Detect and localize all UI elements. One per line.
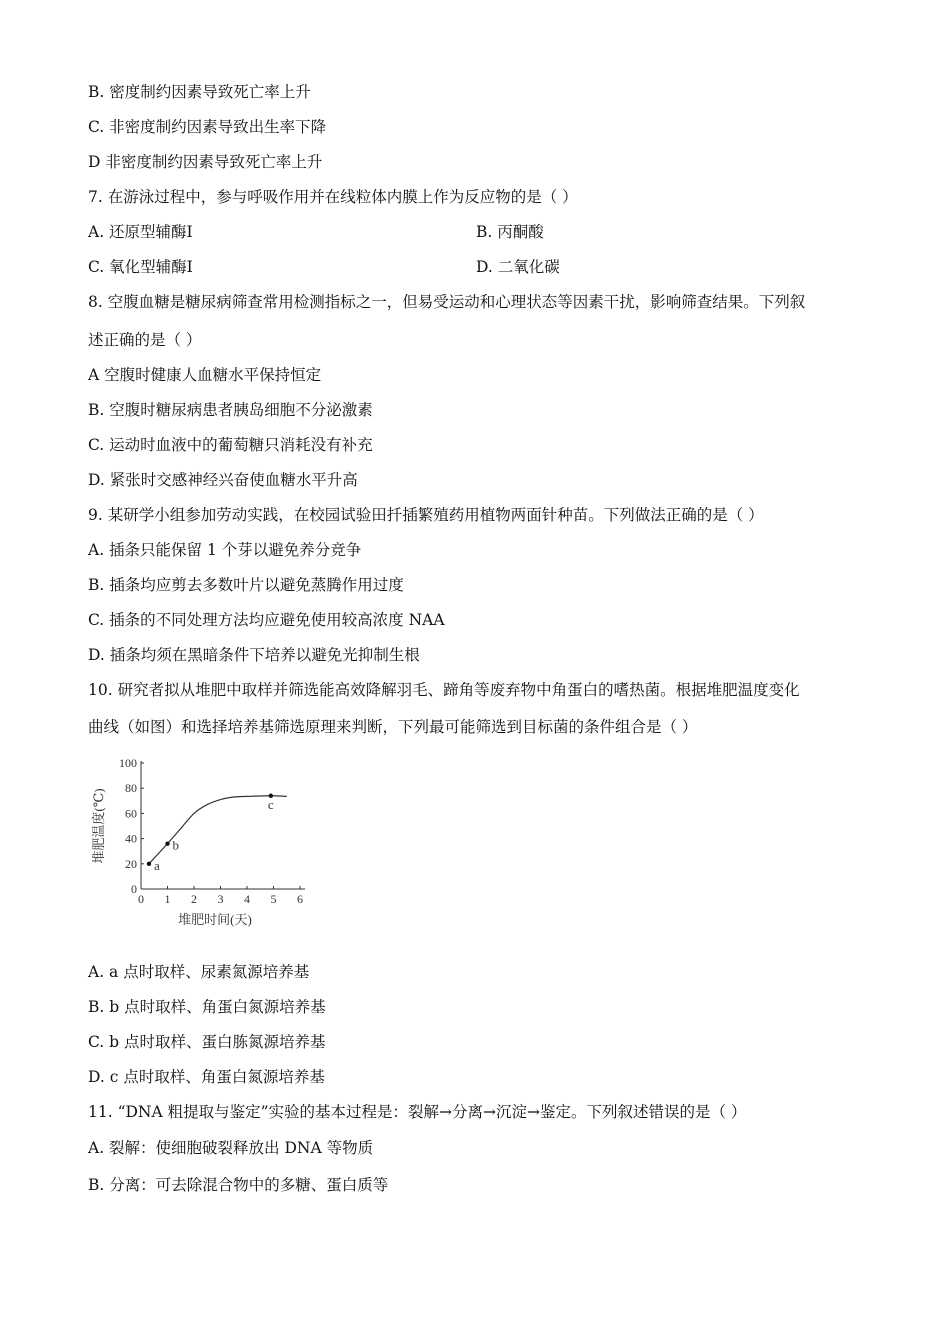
q8-option-c: C. 运动时血液中的葡萄糖只消耗没有补充 (88, 436, 373, 454)
q7-option-a: A. 还原型辅酶Ⅰ (88, 223, 193, 241)
x-tick-label: 0 (138, 892, 144, 906)
y-tick-label: 60 (125, 806, 137, 821)
q10-option-a: A. a 点时取样、尿素氮源培养基 (88, 963, 310, 981)
q10-stem-line1: 10. 研究者拟从堆肥中取样并筛选能高效降解羽毛、蹄角等废弃物中角蛋白的嗜热菌。根据堆肥温度变化 (88, 681, 800, 699)
q7-option-d: D. 二氧化碳 (476, 258, 560, 276)
q11-stem: 11. “DNA 粗提取与鉴定”实验的基本过程是：裂解→分离→沉淀→鉴定。下列叙述错误的是（ ） (88, 1103, 747, 1121)
data-point-label-a: a (153, 857, 160, 873)
data-point-b (165, 841, 169, 845)
q6-option-c: C. 非密度制约因素导致出生率下降 (88, 118, 327, 136)
q7-option-c: C. 氧化型辅酶Ⅰ (88, 258, 193, 276)
q7-option-b: B. 丙酮酸 (476, 223, 544, 241)
y-tick-label: 40 (125, 831, 137, 846)
x-tick-label: 2 (191, 892, 197, 906)
q9-stem: 9. 某研学小组参加劳动实践，在校园试验田扦插繁殖药用植物两面针种苗。下列做法正确的是（ ） (88, 506, 764, 524)
q9-option-d: D. 插条均须在黑暗条件下培养以避免光抑制生根 (88, 646, 420, 664)
q11-option-a: A. 裂解：使细胞破裂释放出 DNA 等物质 (88, 1139, 374, 1157)
compost-temperature-chart (85, 750, 315, 940)
q10-option-b: B. b 点时取样、角蛋白氮源培养基 (88, 998, 326, 1016)
y-tick-label: 100 (119, 756, 137, 770)
y-tick-label: 20 (125, 856, 137, 871)
q9-option-a: A. 插条只能保留 1 个芽以避免养分竞争 (88, 541, 362, 559)
x-tick-label: 5 (270, 892, 277, 906)
y-axis-label: 堆肥温度(℃) (91, 788, 106, 864)
q10-option-c: C. b 点时取样、蛋白胨氮源培养基 (88, 1033, 326, 1051)
q10-option-d: D. c 点时取样、角蛋白氮源培养基 (88, 1068, 325, 1086)
data-point-a (147, 862, 151, 866)
q8-option-d: D. 紧张时交感神经兴奋使血糖水平升高 (88, 471, 358, 489)
data-point-label-b: b (172, 837, 179, 853)
q9-option-c: C. 插条的不同处理方法均应避免使用较高浓度 NAA (88, 611, 445, 629)
x-axis-label: 堆肥时间(天) (178, 912, 252, 927)
q7-stem: 7. 在游泳过程中，参与呼吸作用并在线粒体内膜上作为反应物的是（ ） (88, 188, 578, 206)
q8-stem-line1: 8. 空腹血糖是糖尿病筛查常用检测指标之一，但易受运动和心理状态等因素干扰，影响筛查结果。下列叙 (88, 293, 806, 311)
y-tick-label: 0 (131, 882, 137, 896)
q8-option-b: B. 空腹时糖尿病患者胰岛细胞不分泌激素 (88, 401, 373, 419)
q9-option-b: B. 插条均应剪去多数叶片以避免蒸腾作用过度 (88, 576, 404, 594)
y-tick-label: 80 (125, 781, 137, 796)
q6-option-d: D 非密度制约因素导致死亡率上升 (88, 153, 323, 171)
q10-stem-line2: 曲线（如图）和选择培养基筛选原理来判断，下列最可能筛选到目标菌的条件组合是（ ） (88, 718, 698, 736)
x-tick-label: 4 (244, 892, 250, 906)
x-tick-label: 6 (297, 892, 303, 906)
q11-option-b: B. 分离：可去除混合物中的多糖、蛋白质等 (88, 1176, 389, 1194)
x-tick-label: 1 (164, 892, 171, 906)
q6-option-b: B. 密度制约因素导致死亡率上升 (88, 83, 311, 101)
x-tick-label: 3 (217, 892, 224, 906)
q8-option-a: A 空腹时健康人血糖水平保持恒定 (88, 366, 322, 384)
temperature-curve (149, 796, 287, 864)
q8-stem-line2: 述正确的是（ ） (88, 331, 202, 349)
data-point-label-c: c (267, 796, 274, 812)
